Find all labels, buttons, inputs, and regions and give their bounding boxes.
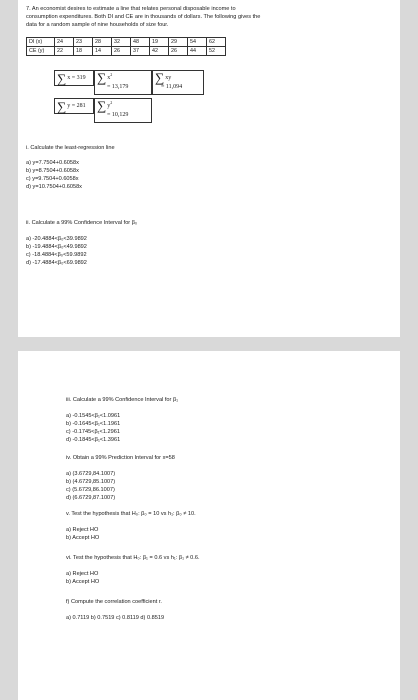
q6-title: vi. Test the hypothesis that H₀: β₁ = 0.6 vs h₁: β₁ ≠ 0.6. bbox=[66, 555, 200, 561]
table-cell: 32 bbox=[112, 38, 131, 47]
document-page-2 bbox=[18, 351, 400, 700]
table-cell: 28 bbox=[93, 38, 112, 47]
q2-option-a: a) -20.4884<β₀<39.9892 bbox=[26, 236, 87, 242]
table-cell: 22 bbox=[55, 47, 74, 56]
q6-option-a: a) Reject HO bbox=[66, 571, 99, 577]
sum-xy-box: ∑ xy = 11,094 bbox=[152, 70, 204, 95]
sum-x-text: x = 319 bbox=[67, 75, 86, 81]
row-label-di: DI (x) bbox=[27, 38, 55, 47]
table-cell: 19 bbox=[150, 38, 169, 47]
sum-y2-value: = 10,129 bbox=[107, 112, 129, 118]
table-cell: 52 bbox=[207, 47, 226, 56]
q5-title: v. Test the hypothesis that H₀: β₀ = 10 vs h₁: β₀ ≠ 10. bbox=[66, 511, 196, 517]
q3-title: iii. Calculate a 99% Confidence Interval for β₁ bbox=[66, 397, 179, 403]
q7-options: a) 0.7119 b) 0.7519 c) 0.8119 d) 0.8519 bbox=[66, 615, 165, 621]
table-cell: 18 bbox=[74, 47, 93, 56]
q2-option-b: b) -19.4884<β₀<49.9892 bbox=[26, 244, 87, 250]
q1-option-b: b) y=8.7504+0.6058x bbox=[26, 168, 79, 174]
sigma-icon: ∑ bbox=[57, 70, 67, 86]
q2-option-c: c) -18.4884<β₀<59.9892 bbox=[26, 252, 87, 258]
table-cell: 54 bbox=[188, 38, 207, 47]
q4-option-a: a) (3.6729,84.1007) bbox=[66, 471, 116, 477]
sigma-icon: ∑ bbox=[97, 98, 107, 113]
q3-option-c: c) -0.1745<β₁<1.2961 bbox=[66, 429, 120, 435]
q2-option-d: d) -17.4884<β₀<69.9892 bbox=[26, 260, 87, 266]
table-cell: 23 bbox=[74, 38, 93, 47]
q1-option-d: d) y=10.7504+0.6058x bbox=[26, 184, 82, 190]
table-cell: 29 bbox=[169, 38, 188, 47]
q7-title: f) Compute the correlation coefficient r. bbox=[66, 599, 162, 605]
table-cell: 42 bbox=[150, 47, 169, 56]
q5-option-a: a) Reject HO bbox=[66, 527, 99, 533]
q3-option-a: a) -0.1545<β₁<1.0961 bbox=[66, 413, 121, 419]
q1-title: i. Calculate the least-regression line bbox=[26, 145, 115, 151]
q1-option-c: c) y=9.7504+0.6058x bbox=[26, 176, 79, 182]
q1-option-a: a) y=7.7504+0.6058x bbox=[26, 160, 79, 166]
table-row-di bbox=[27, 38, 226, 47]
table-cell: 48 bbox=[131, 38, 150, 47]
sigma-icon: ∑ bbox=[97, 70, 107, 85]
sigma-icon: ∑ bbox=[57, 98, 67, 114]
q4-title: iv. Obtain a 99% Prediction Interval for x=58 bbox=[66, 455, 175, 461]
sum-x-box bbox=[54, 70, 94, 86]
sum-x2-value: = 13,179 bbox=[107, 84, 129, 90]
table-cell: 62 bbox=[207, 38, 226, 47]
q6-option-b: b) Accept HO bbox=[66, 579, 100, 585]
sum-xy-value: = 11,094 bbox=[161, 84, 183, 90]
q2-title: ii. Calculate a 99% Confidence Interval for β₀ bbox=[26, 220, 138, 226]
table-cell: 26 bbox=[169, 47, 188, 56]
table-cell: 14 bbox=[93, 47, 112, 56]
table-cell: 37 bbox=[131, 47, 150, 56]
sum-x2-box: ∑ $x^2$ = 13,179 bbox=[94, 70, 152, 95]
table-cell: 44 bbox=[188, 47, 207, 56]
intro-line-2: consumption expenditures. Both DI and CE are in thousands of dollars. The following gives the bbox=[26, 14, 261, 20]
sigma-icon: ∑ bbox=[155, 70, 165, 85]
sum-y2-box: ∑ $y^2$ = 10,129 bbox=[94, 98, 152, 123]
table-row-ce bbox=[27, 47, 226, 56]
q4-option-c: c) (5.6729,86.1007) bbox=[66, 487, 115, 493]
document-page-1 bbox=[18, 0, 400, 337]
q3-option-b: b) -0.1645<β₁<1.1961 bbox=[66, 421, 121, 427]
q5-option-b: b) Accept HO bbox=[66, 535, 100, 541]
q3-option-d: d) -0.1845<β₁<1.3961 bbox=[66, 437, 121, 443]
intro-line-3: data for a random sample of nine households of size four. bbox=[26, 22, 169, 28]
q4-option-d: d) (6.6729,87.1007) bbox=[66, 495, 116, 501]
intro-line-1: 7. An economist desires to estimate a line that relates personal disposable income to bbox=[26, 6, 236, 12]
table-cell: 24 bbox=[55, 38, 74, 47]
q4-option-b: b) (4.6729,85.1007) bbox=[66, 479, 116, 485]
table-cell: 26 bbox=[112, 47, 131, 56]
sum-y-text: y = 281 bbox=[67, 103, 86, 109]
row-label-ce: CE (y) bbox=[27, 47, 55, 56]
sum-y-box bbox=[54, 98, 94, 114]
data-table bbox=[26, 37, 226, 56]
